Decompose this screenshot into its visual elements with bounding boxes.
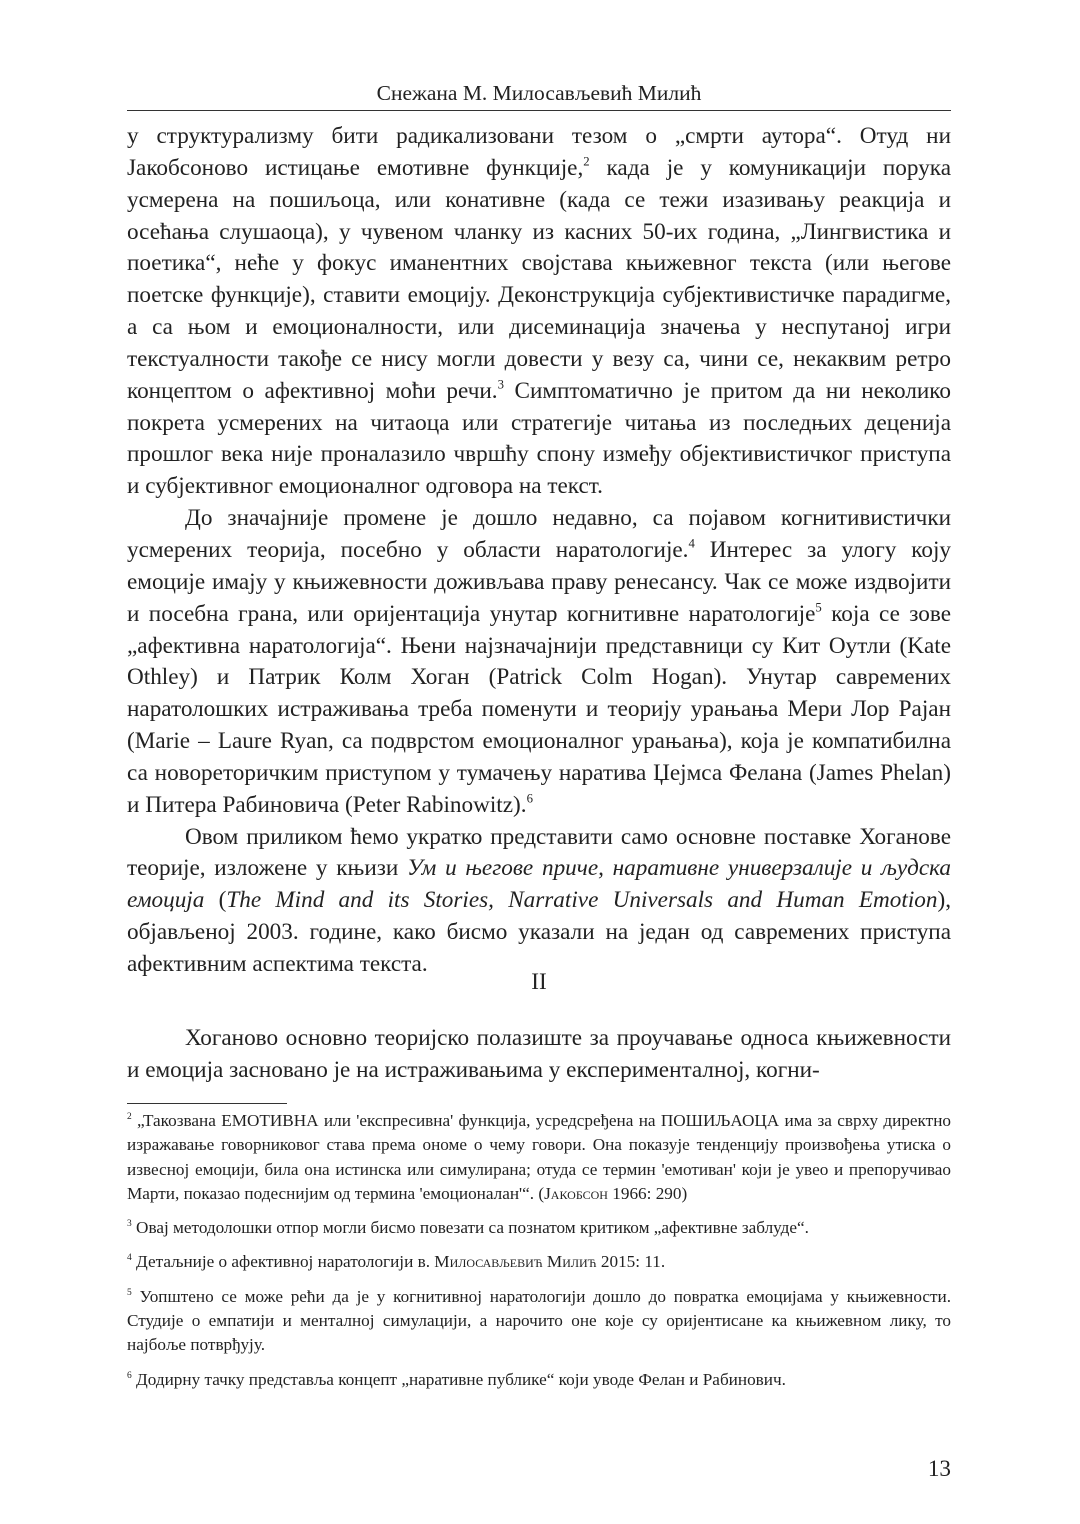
footnote-3: [127, 1216, 951, 1240]
section-heading: II: [531, 969, 547, 995]
book-title-english: The Mind and its Stories, Narrative Universals and Human Emotion: [226, 887, 938, 914]
footnote-6: [127, 1368, 951, 1392]
footnote-2: [127, 1109, 951, 1206]
footnote-ref-6[interactable]: 6: [526, 791, 533, 806]
footnote-mark-6: 6: [127, 1370, 132, 1381]
footnote-text: Овај методолошки отпор могли бисмо повезати са познатом критиком „афективне заблуде“.: [131, 1218, 809, 1238]
running-head: Снежана М. Милосављевић Милић: [376, 81, 702, 105]
footnote-5: [127, 1285, 951, 1358]
text-run: Овом приликом ћемо укратко представити само основне поставке Хоганове теорије, изложене у књизи: [127, 823, 951, 882]
text-run: ), објављеној 2003. године, како бисмо указали на један од савремених приступа афективним аспектима текста.: [127, 887, 951, 977]
header-rule: [127, 110, 951, 111]
page-number: 13: [927, 1456, 951, 1482]
footnote-text: 2015: 11.: [596, 1252, 666, 1272]
author-name: Јакобсон: [544, 1183, 608, 1203]
author-name: Милосављевић Милић: [434, 1252, 597, 1272]
footnote-text: Уопштено се може рећи да је у когнитивној наратологији дошло до повратка емоцијама у књижевности. Студије о емпатији и менталној симулацији, а нарочито оне које су оријентисане ка књижевном лику, то најбоље потврђују.: [127, 1286, 951, 1355]
text-run: Симптоматично је притом да ни неколико покрета усмерених на читаоца или стратегије читања из последњих деценија прошлог века није проналазило чвршћу спону између објективистичког приступа и субјективног емоционалног одговора на текст.: [127, 377, 951, 500]
text-run: Интерес за улогу коју емоције имају у књижевности доживљава праву ренесансу. Чак се може издвојити и посебна грана, или оријентација унутар когнитивне наратологије: [127, 536, 951, 627]
body-text: [127, 121, 951, 981]
text-run: До значајније промене је дошло недавно, са појавом когнитивистички усмерених теорија, посебно у области наратологије.: [127, 505, 951, 563]
footnote-4: [127, 1250, 951, 1274]
footnote-text: „Такозвана ЕМОТИВНА или 'експресивна' функција, усредсређена на ПОШИЉАОЦА има за сврху директно изражавање говорниковог става према ономе о чему говори. Она показује тенденцију произвођења утиска о извесној емоцији, била она истинска или симулирана; отуда се термин 'емотиван' који је увео и препоручивао Марти, показао подеснијим од термина 'емоционалан'“. (: [127, 1111, 951, 1203]
footnote-mark-3: 3: [127, 1219, 132, 1230]
footnote-text: Додирну тачку представља концепт „наративне публике“ који уводе Фелан и Рабинович.: [131, 1369, 786, 1389]
paragraph-4: Хоганово основно теоријско полазиште за проучавање односа књижевности и емоција засновано је на истраживањима у експерименталној, когни-: [127, 1025, 951, 1083]
text-run: (: [204, 887, 227, 914]
footnote-mark-5: 5: [127, 1287, 132, 1298]
book-title-serbian: Ум и његове приче, наративне универзалије и људска емоција: [127, 855, 951, 914]
footnote-mark-4: 4: [127, 1253, 132, 1264]
text-run: у структурализму бити радикализовани тезом о „смрти аутора“. Отуд ни Јакобсоново истицање емотивне функције,: [127, 123, 951, 181]
paragraph-1: [127, 121, 951, 503]
footnote-ref-5[interactable]: 5: [815, 600, 822, 615]
footnote-text: 1966: 290): [607, 1183, 688, 1203]
text-run: када је у комуникацији порука усмерена на пошиљоца, или конативне (када се тежи изазивању реакција и осећања слушаоца), у чувеном чланку из касних 50-их година, „Лингвистика и поетика“, неће у фокус иманентних својстава књижевног текста (или његове поетске функције), ставити емоцију. Деконструкција субјективистичке парадигме, а са њом и емоционалности, или дисеминација значења у неспутаној игри текстуалности такође се нису могли довести у везу са, чини се, некаквим ретро концептом о афективној моћи речи.: [127, 154, 951, 404]
footnote-ref-4[interactable]: 4: [688, 536, 695, 551]
footnote-ref-2[interactable]: 2: [583, 154, 590, 169]
footnotes: [127, 1109, 951, 1402]
footnote-ref-3[interactable]: 3: [497, 377, 504, 392]
body-text-section-2: [127, 1023, 951, 1087]
text-run: која се зове „афективна наратологија“. Њени најзначајнији представници су Кит Оутли (Kate Othley) и Патрик Колм Хоган (Patrick Colm Hogan). Унутар савремених наратолошких истраживања треба поменути и теорију урањања Мери Лор Рајан (Marie – Laure Ryan, са подврстом емоционалног урањања), која је компатибилна са новореторичким приступом у тумачењу наратива Џејмса Фелана (James Phelan) и Питера Рабиновича (Peter Rabinowitz).: [127, 600, 951, 818]
paragraph-2: [127, 503, 951, 821]
footnote-text: Детаљније о афективној наратологији в.: [131, 1252, 435, 1272]
footnote-mark-2: 2: [127, 1111, 132, 1122]
paragraph-3: [127, 822, 951, 981]
footnote-rule: [127, 1103, 287, 1104]
